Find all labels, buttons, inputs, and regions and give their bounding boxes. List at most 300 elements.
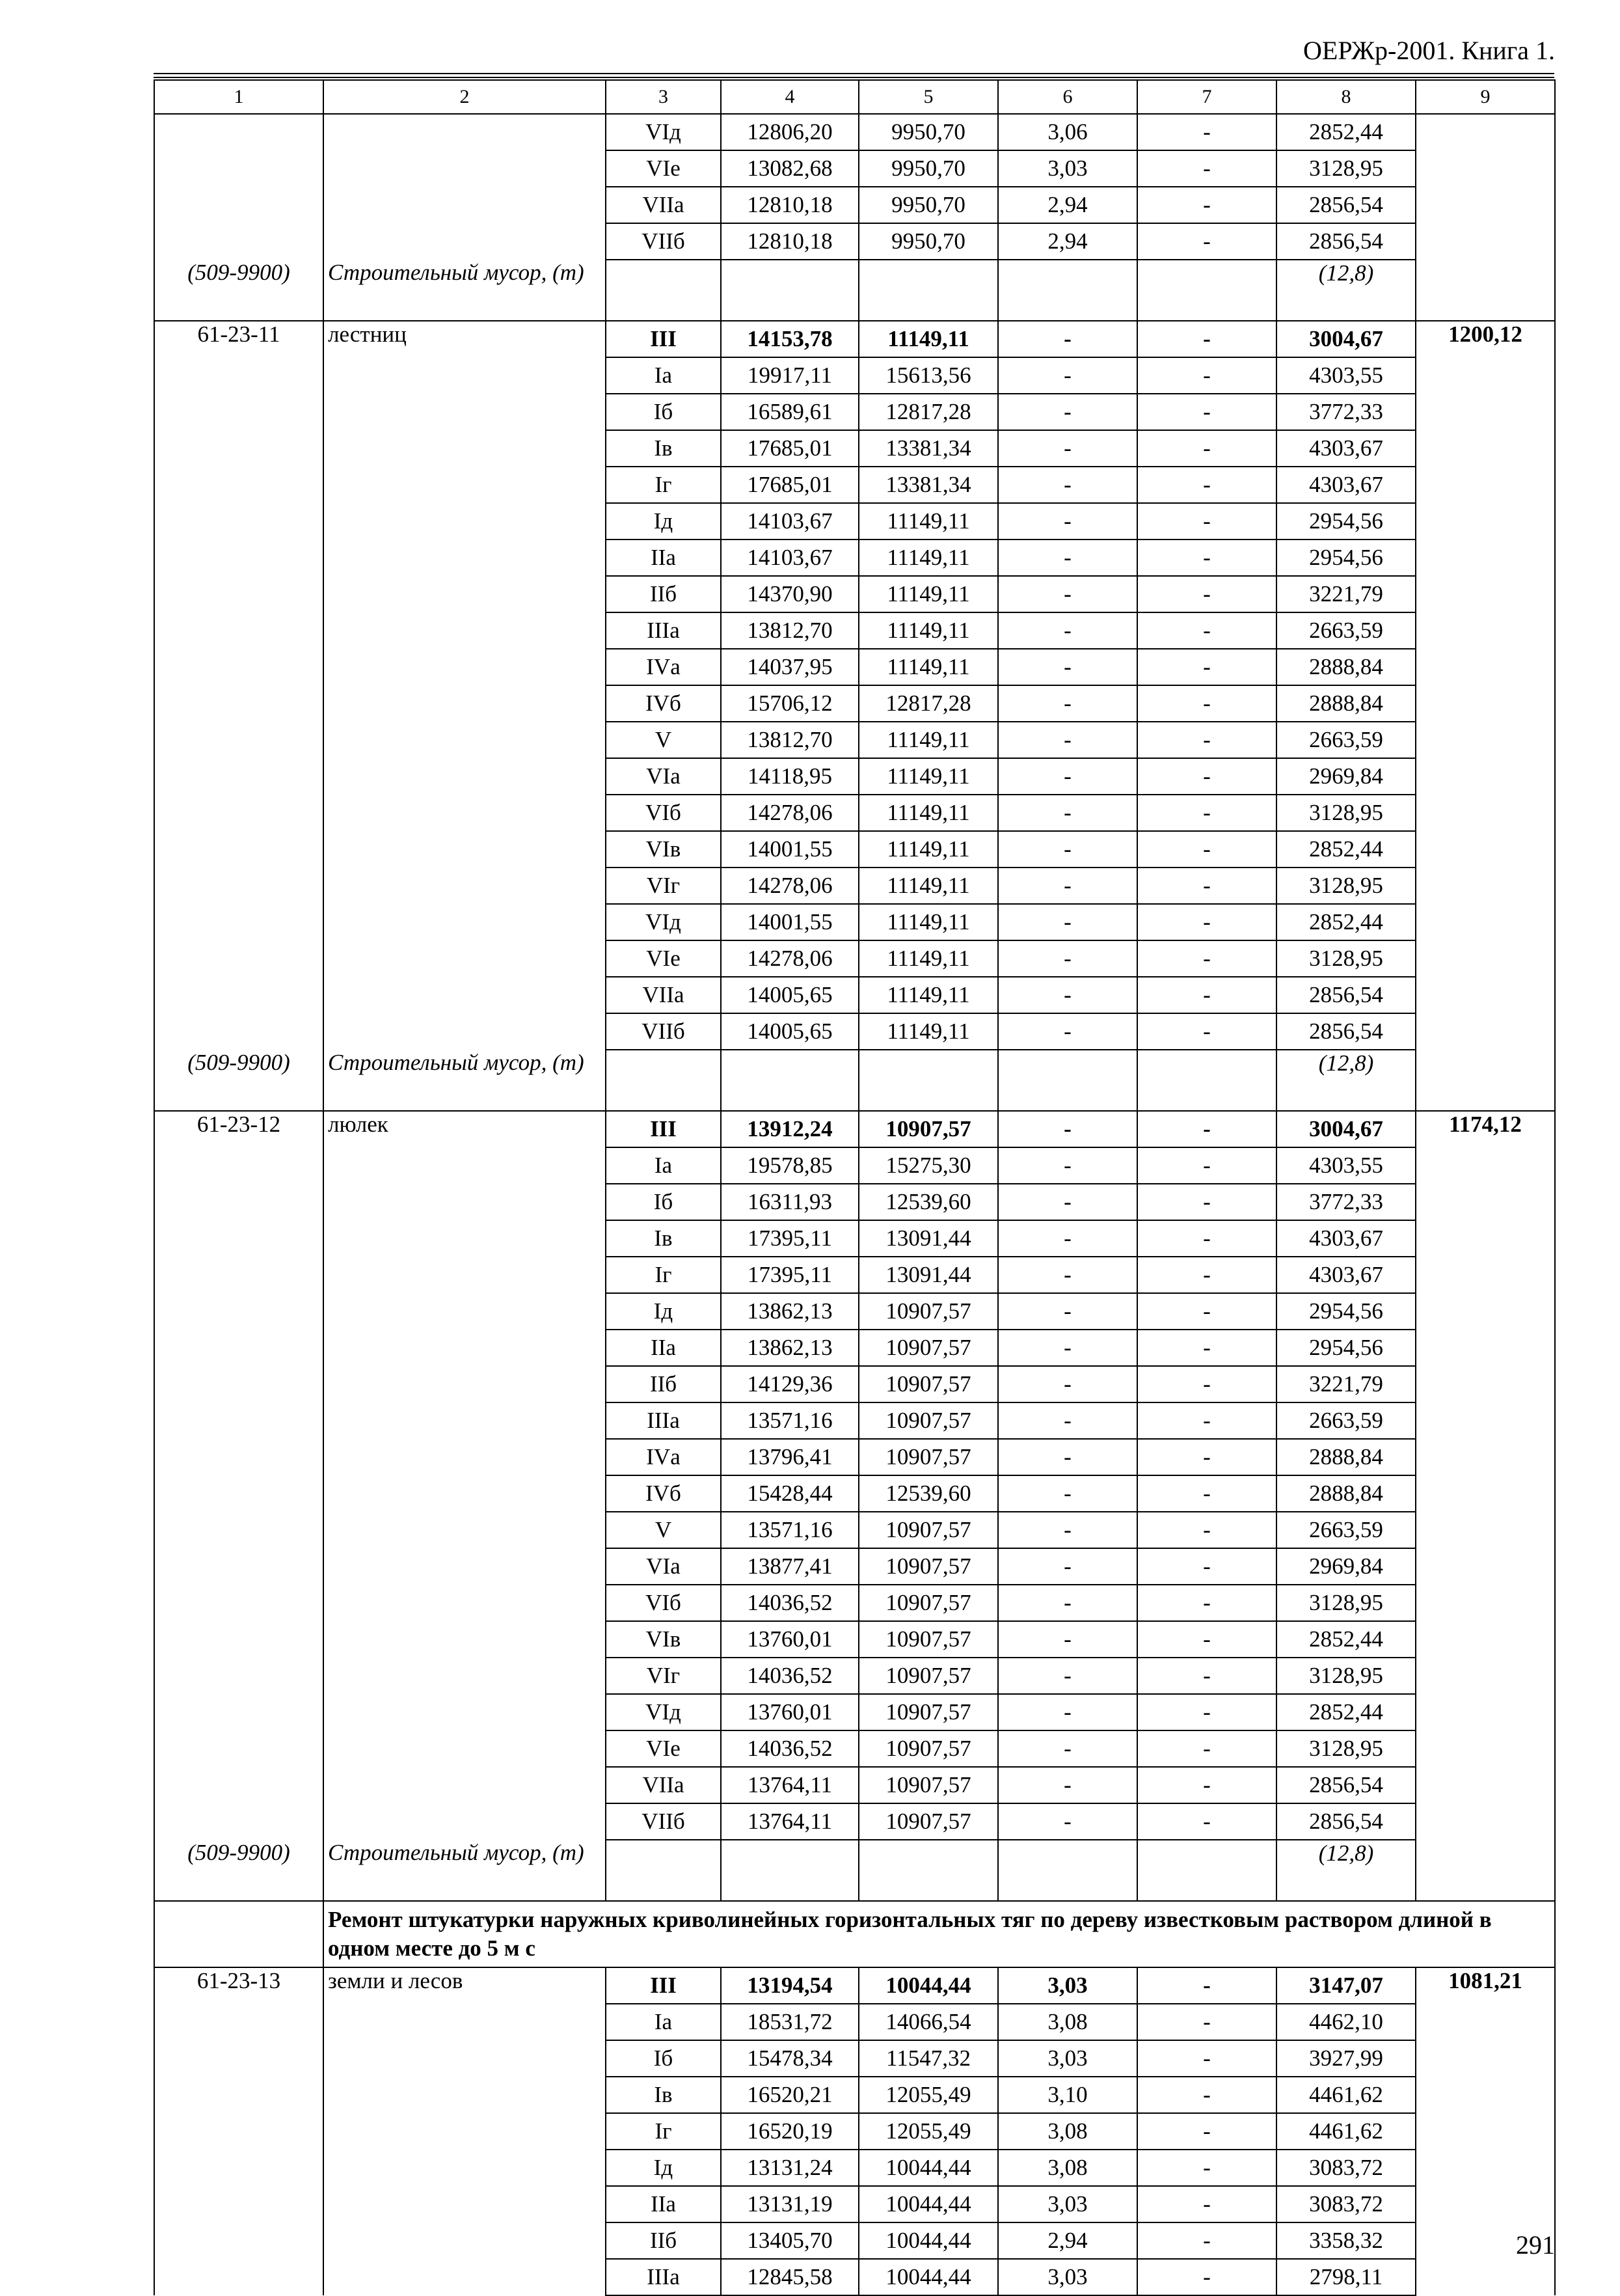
- empty-cell: [1416, 1840, 1555, 1901]
- table-row: [154, 1257, 1555, 1293]
- direct-cost-cell: 13764,11: [721, 1803, 859, 1840]
- material-cost-cell: 3083,72: [1276, 2150, 1416, 2186]
- machine-cost-cell: -: [998, 321, 1137, 357]
- material-cost-cell: 3772,33: [1276, 394, 1416, 430]
- labor-hours-cell: [1416, 1220, 1555, 1257]
- driver-pay-cell: -: [1137, 2113, 1276, 2150]
- work-name-cell: [323, 1220, 606, 1257]
- empty-cell: [1416, 1050, 1555, 1111]
- table-row: [154, 1621, 1555, 1658]
- labor-hours-cell: [1416, 1730, 1555, 1767]
- labor-hours-cell: [1416, 831, 1555, 868]
- column-number: 6: [998, 80, 1137, 114]
- material-cost-cell: 4461,62: [1276, 2077, 1416, 2113]
- header-rule: [154, 73, 1554, 74]
- labor-hours-cell: [1416, 114, 1555, 150]
- machine-cost-cell: -: [998, 357, 1137, 394]
- zone-cell: VIIа: [606, 977, 721, 1013]
- machine-cost-cell: -: [998, 1585, 1137, 1621]
- rates-table-container: [154, 79, 1554, 2296]
- labor-cost-cell: 10907,57: [859, 1111, 998, 1147]
- labor-hours-cell: [1416, 649, 1555, 685]
- zone-cell: VIв: [606, 831, 721, 868]
- zone-cell: Iа: [606, 2004, 721, 2040]
- direct-cost-cell: 13131,24: [721, 2150, 859, 2186]
- empty-cell: [1137, 1840, 1276, 1901]
- work-name-cell: [323, 357, 606, 394]
- driver-pay-cell: -: [1137, 223, 1276, 260]
- labor-cost-cell: 10044,44: [859, 1967, 998, 2004]
- labor-cost-cell: 10907,57: [859, 1730, 998, 1767]
- machine-cost-cell: -: [998, 612, 1137, 649]
- direct-cost-cell: 13912,24: [721, 1111, 859, 1147]
- rate-code-cell: 61-23-11: [154, 321, 323, 357]
- machine-cost-cell: 3,06: [998, 114, 1137, 150]
- rate-code-cell: [154, 2077, 323, 2113]
- driver-pay-cell: -: [1137, 1730, 1276, 1767]
- driver-pay-cell: -: [1137, 1402, 1276, 1439]
- rate-code-cell: [154, 1147, 323, 1184]
- material-cost-cell: 3147,07: [1276, 1967, 1416, 2004]
- table-row: [154, 1967, 1555, 2004]
- labor-cost-cell: 11149,11: [859, 831, 998, 868]
- direct-cost-cell: 16311,93: [721, 1184, 859, 1220]
- zone-cell: Iв: [606, 1220, 721, 1257]
- machine-cost-cell: -: [998, 1730, 1137, 1767]
- table-row: [154, 1147, 1555, 1184]
- empty-cell: [859, 260, 998, 321]
- material-cost-cell: 2663,59: [1276, 1512, 1416, 1548]
- labor-hours-cell: [1416, 1658, 1555, 1694]
- labor-hours-cell: [1416, 1803, 1555, 1840]
- labor-hours-cell: 1200,12: [1416, 321, 1555, 357]
- work-name-cell: [323, 187, 606, 223]
- labor-cost-cell: 10907,57: [859, 1585, 998, 1621]
- material-cost-cell: 2954,56: [1276, 503, 1416, 540]
- direct-cost-cell: 13082,68: [721, 150, 859, 187]
- labor-cost-cell: 12817,28: [859, 394, 998, 430]
- table-row: [154, 1220, 1555, 1257]
- zone-cell: VIд: [606, 904, 721, 940]
- material-cost-cell: 2954,56: [1276, 1293, 1416, 1330]
- machine-cost-cell: -: [998, 1475, 1137, 1512]
- labor-hours-cell: [1416, 1330, 1555, 1366]
- header-rule: [154, 77, 1554, 78]
- direct-cost-cell: 15478,34: [721, 2040, 859, 2077]
- empty-cell: [998, 260, 1137, 321]
- direct-cost-cell: 13862,13: [721, 1293, 859, 1330]
- table-row: [154, 321, 1555, 357]
- work-name-cell: [323, 2040, 606, 2077]
- rate-code-cell: [154, 1220, 323, 1257]
- labor-hours-cell: [1416, 540, 1555, 576]
- direct-cost-cell: 14036,52: [721, 1658, 859, 1694]
- driver-pay-cell: -: [1137, 1585, 1276, 1621]
- machine-cost-cell: -: [998, 722, 1137, 758]
- column-number-row: [154, 80, 1555, 114]
- work-name-cell: [323, 1330, 606, 1366]
- rate-code-cell: [154, 187, 323, 223]
- machine-cost-cell: 3,03: [998, 150, 1137, 187]
- table-row: [154, 576, 1555, 612]
- machine-cost-cell: -: [998, 940, 1137, 977]
- empty-cell: [1137, 1050, 1276, 1111]
- labor-hours-cell: [1416, 1548, 1555, 1585]
- rate-code-cell: [154, 904, 323, 940]
- rate-code-cell: [154, 114, 323, 150]
- work-name-cell: [323, 1257, 606, 1293]
- rate-code-cell: [154, 357, 323, 394]
- machine-cost-cell: -: [998, 1111, 1137, 1147]
- driver-pay-cell: -: [1137, 1694, 1276, 1730]
- zone-cell: IIб: [606, 576, 721, 612]
- driver-pay-cell: -: [1137, 2259, 1276, 2295]
- driver-pay-cell: -: [1137, 1111, 1276, 1147]
- table-row: [154, 1512, 1555, 1548]
- labor-cost-cell: 10907,57: [859, 1439, 998, 1475]
- rates-table: [154, 79, 1556, 2296]
- rate-code-cell: [154, 2222, 323, 2259]
- direct-cost-cell: 14001,55: [721, 831, 859, 868]
- rate-code-cell: [154, 1402, 323, 1439]
- machine-cost-cell: 2,94: [998, 223, 1137, 260]
- zone-cell: IVа: [606, 649, 721, 685]
- zone-cell: VIд: [606, 114, 721, 150]
- material-cost-cell: 3004,67: [1276, 321, 1416, 357]
- direct-cost-cell: 17685,01: [721, 430, 859, 467]
- table-row: [154, 940, 1555, 977]
- zone-cell: IIа: [606, 2186, 721, 2222]
- machine-cost-cell: 3,03: [998, 2040, 1137, 2077]
- table-row: [154, 977, 1555, 1013]
- driver-pay-cell: -: [1137, 1439, 1276, 1475]
- zone-cell: IIIа: [606, 1402, 721, 1439]
- machine-cost-cell: 2,94: [998, 2222, 1137, 2259]
- machine-cost-cell: -: [998, 868, 1137, 904]
- material-cost-cell: 2888,84: [1276, 1475, 1416, 1512]
- direct-cost-cell: 13812,70: [721, 722, 859, 758]
- rate-code-cell: [154, 1730, 323, 1767]
- table-row: [154, 1184, 1555, 1220]
- rate-code-cell: [154, 2004, 323, 2040]
- direct-cost-cell: 19917,11: [721, 357, 859, 394]
- machine-cost-cell: -: [998, 1658, 1137, 1694]
- direct-cost-cell: 12806,20: [721, 114, 859, 150]
- direct-cost-cell: 14129,36: [721, 1366, 859, 1402]
- work-name-cell: [323, 1293, 606, 1330]
- labor-cost-cell: 11547,32: [859, 2040, 998, 2077]
- labor-cost-cell: 12539,60: [859, 1184, 998, 1220]
- waste-code-cell: (509-9900): [154, 260, 323, 321]
- zone-cell: IIб: [606, 1366, 721, 1402]
- material-cost-cell: 4303,67: [1276, 430, 1416, 467]
- driver-pay-cell: -: [1137, 503, 1276, 540]
- labor-hours-cell: [1416, 150, 1555, 187]
- driver-pay-cell: -: [1137, 1475, 1276, 1512]
- machine-cost-cell: -: [998, 1548, 1137, 1585]
- labor-hours-cell: [1416, 2150, 1555, 2186]
- zone-cell: Iв: [606, 430, 721, 467]
- labor-cost-cell: 13381,34: [859, 430, 998, 467]
- work-name-cell: [323, 649, 606, 685]
- section-code-cell: [154, 1901, 323, 1967]
- material-cost-cell: 2798,11: [1276, 2259, 1416, 2295]
- direct-cost-cell: 13571,16: [721, 1402, 859, 1439]
- direct-cost-cell: 14103,67: [721, 540, 859, 576]
- work-name-cell: [323, 2150, 606, 2186]
- rate-code-cell: [154, 1694, 323, 1730]
- table-row: [154, 187, 1555, 223]
- labor-hours-cell: [1416, 357, 1555, 394]
- driver-pay-cell: -: [1137, 2040, 1276, 2077]
- waste-row: [154, 260, 1555, 321]
- machine-cost-cell: -: [998, 1439, 1137, 1475]
- rate-code-cell: [154, 612, 323, 649]
- machine-cost-cell: -: [998, 1293, 1137, 1330]
- labor-hours-cell: [1416, 1694, 1555, 1730]
- table-row: [154, 1013, 1555, 1050]
- rate-code-cell: [154, 685, 323, 722]
- material-cost-cell: 3221,79: [1276, 576, 1416, 612]
- page-number: 291: [1516, 2230, 1555, 2260]
- direct-cost-cell: 13194,54: [721, 1967, 859, 2004]
- material-cost-cell: 2852,44: [1276, 904, 1416, 940]
- waste-value-cell: (12,8): [1276, 1840, 1416, 1901]
- work-name-cell: [323, 2222, 606, 2259]
- driver-pay-cell: -: [1137, 1257, 1276, 1293]
- empty-cell: [859, 1050, 998, 1111]
- direct-cost-cell: 14153,78: [721, 321, 859, 357]
- machine-cost-cell: -: [998, 1767, 1137, 1803]
- driver-pay-cell: -: [1137, 1767, 1276, 1803]
- driver-pay-cell: -: [1137, 1512, 1276, 1548]
- table-row: [154, 540, 1555, 576]
- labor-hours-cell: [1416, 1013, 1555, 1050]
- labor-hours-cell: [1416, 1147, 1555, 1184]
- machine-cost-cell: 3,03: [998, 2186, 1137, 2222]
- waste-name-cell: Строительный мусор, (т): [323, 1840, 606, 1901]
- waste-name-cell: Строительный мусор, (т): [323, 260, 606, 321]
- table-row: [154, 467, 1555, 503]
- labor-cost-cell: 11149,11: [859, 940, 998, 977]
- rate-code-cell: [154, 1512, 323, 1548]
- driver-pay-cell: -: [1137, 394, 1276, 430]
- labor-cost-cell: 11149,11: [859, 722, 998, 758]
- machine-cost-cell: 3,08: [998, 2150, 1137, 2186]
- waste-row: [154, 1050, 1555, 1111]
- direct-cost-cell: 13760,01: [721, 1694, 859, 1730]
- zone-cell: IIа: [606, 1330, 721, 1366]
- empty-cell: [721, 1050, 859, 1111]
- section-heading-row: [154, 1901, 1555, 1967]
- work-name-cell: [323, 150, 606, 187]
- driver-pay-cell: -: [1137, 904, 1276, 940]
- material-cost-cell: 4303,55: [1276, 357, 1416, 394]
- empty-cell: [606, 260, 721, 321]
- table-row: [154, 357, 1555, 394]
- driver-pay-cell: -: [1137, 1967, 1276, 2004]
- machine-cost-cell: -: [998, 1694, 1137, 1730]
- work-name-cell: [323, 831, 606, 868]
- direct-cost-cell: 15428,44: [721, 1475, 859, 1512]
- table-row: [154, 758, 1555, 795]
- work-name-cell: [323, 685, 606, 722]
- work-name-cell: земли и лесов: [323, 1967, 606, 2004]
- rate-code-cell: [154, 2113, 323, 2150]
- material-cost-cell: 3358,32: [1276, 2222, 1416, 2259]
- table-row: [154, 868, 1555, 904]
- labor-hours-cell: [1416, 1366, 1555, 1402]
- table-row: [154, 2150, 1555, 2186]
- table-row: [154, 2186, 1555, 2222]
- empty-cell: [1137, 260, 1276, 321]
- material-cost-cell: 2663,59: [1276, 1402, 1416, 1439]
- machine-cost-cell: -: [998, 977, 1137, 1013]
- driver-pay-cell: -: [1137, 1147, 1276, 1184]
- machine-cost-cell: -: [998, 831, 1137, 868]
- zone-cell: V: [606, 722, 721, 758]
- section-heading: Ремонт штукатурки наружных криволинейных горизонтальных тяг по дереву известковым раствором длиной в одном месте до 5 м с: [323, 1901, 1555, 1967]
- machine-cost-cell: -: [998, 540, 1137, 576]
- labor-cost-cell: 13091,44: [859, 1220, 998, 1257]
- zone-cell: VIе: [606, 1730, 721, 1767]
- material-cost-cell: 3004,67: [1276, 1111, 1416, 1147]
- driver-pay-cell: -: [1137, 1621, 1276, 1658]
- driver-pay-cell: -: [1137, 685, 1276, 722]
- material-cost-cell: 4303,67: [1276, 1220, 1416, 1257]
- work-name-cell: [323, 223, 606, 260]
- machine-cost-cell: -: [998, 1147, 1137, 1184]
- machine-cost-cell: -: [998, 1184, 1137, 1220]
- labor-hours-cell: [1416, 430, 1555, 467]
- labor-cost-cell: 9950,70: [859, 114, 998, 150]
- labor-hours-cell: [1416, 1585, 1555, 1621]
- direct-cost-cell: 16520,21: [721, 2077, 859, 2113]
- page-header-title: ОЕРЖр-2001. Книга 1.: [1303, 36, 1555, 65]
- driver-pay-cell: -: [1137, 2004, 1276, 2040]
- zone-cell: VIа: [606, 758, 721, 795]
- work-name-cell: [323, 758, 606, 795]
- rate-code-cell: [154, 394, 323, 430]
- work-name-cell: [323, 795, 606, 831]
- table-row: [154, 1548, 1555, 1585]
- table-row: [154, 1330, 1555, 1366]
- labor-cost-cell: 9950,70: [859, 187, 998, 223]
- machine-cost-cell: 3,08: [998, 2004, 1137, 2040]
- zone-cell: VIд: [606, 1694, 721, 1730]
- driver-pay-cell: -: [1137, 758, 1276, 795]
- labor-hours-cell: [1416, 1257, 1555, 1293]
- direct-cost-cell: 14005,65: [721, 1013, 859, 1050]
- labor-hours-cell: 1081,21: [1416, 1967, 1555, 2004]
- labor-hours-cell: [1416, 1767, 1555, 1803]
- labor-hours-cell: [1416, 1475, 1555, 1512]
- work-name-cell: [323, 1658, 606, 1694]
- work-name-cell: [323, 1621, 606, 1658]
- work-name-cell: [323, 940, 606, 977]
- labor-cost-cell: 11149,11: [859, 904, 998, 940]
- zone-cell: Iб: [606, 1184, 721, 1220]
- work-name-cell: [323, 2004, 606, 2040]
- driver-pay-cell: -: [1137, 1184, 1276, 1220]
- driver-pay-cell: -: [1137, 150, 1276, 187]
- material-cost-cell: 2856,54: [1276, 1803, 1416, 1840]
- work-name-cell: [323, 2186, 606, 2222]
- labor-hours-cell: [1416, 2004, 1555, 2040]
- labor-cost-cell: 10907,57: [859, 1330, 998, 1366]
- zone-cell: VIIб: [606, 1803, 721, 1840]
- waste-name-cell: Строительный мусор, (т): [323, 1050, 606, 1111]
- labor-hours-cell: [1416, 1621, 1555, 1658]
- empty-cell: [998, 1050, 1137, 1111]
- table-row: [154, 2004, 1555, 2040]
- work-name-cell: [323, 1730, 606, 1767]
- work-name-cell: [323, 576, 606, 612]
- table-row: [154, 2077, 1555, 2113]
- labor-cost-cell: 12055,49: [859, 2077, 998, 2113]
- rate-code-cell: [154, 1475, 323, 1512]
- table-row: [154, 904, 1555, 940]
- driver-pay-cell: -: [1137, 1366, 1276, 1402]
- driver-pay-cell: -: [1137, 430, 1276, 467]
- machine-cost-cell: -: [998, 649, 1137, 685]
- labor-cost-cell: 10907,57: [859, 1694, 998, 1730]
- waste-row: [154, 1840, 1555, 1901]
- labor-cost-cell: 10907,57: [859, 1767, 998, 1803]
- labor-hours-cell: [1416, 187, 1555, 223]
- work-name-cell: [323, 430, 606, 467]
- direct-cost-cell: 13862,13: [721, 1330, 859, 1366]
- direct-cost-cell: 14037,95: [721, 649, 859, 685]
- table-row: [154, 649, 1555, 685]
- direct-cost-cell: 13877,41: [721, 1548, 859, 1585]
- table-row: [154, 1658, 1555, 1694]
- direct-cost-cell: 14278,06: [721, 940, 859, 977]
- work-name-cell: [323, 1803, 606, 1840]
- rate-code-cell: [154, 977, 323, 1013]
- rate-code-cell: [154, 722, 323, 758]
- labor-hours-cell: [1416, 2113, 1555, 2150]
- direct-cost-cell: 13571,16: [721, 1512, 859, 1548]
- labor-hours-cell: 1174,12: [1416, 1111, 1555, 1147]
- table-row: [154, 722, 1555, 758]
- labor-cost-cell: 11149,11: [859, 649, 998, 685]
- labor-hours-cell: [1416, 1293, 1555, 1330]
- rate-code-cell: [154, 1330, 323, 1366]
- labor-hours-cell: [1416, 503, 1555, 540]
- direct-cost-cell: 19578,85: [721, 1147, 859, 1184]
- rate-code-cell: 61-23-13: [154, 1967, 323, 2004]
- rate-code-cell: [154, 467, 323, 503]
- material-cost-cell: 3128,95: [1276, 940, 1416, 977]
- direct-cost-cell: 14103,67: [721, 503, 859, 540]
- driver-pay-cell: -: [1137, 1013, 1276, 1050]
- zone-cell: IIIа: [606, 2259, 721, 2295]
- work-name-cell: [323, 904, 606, 940]
- labor-hours-cell: [1416, 612, 1555, 649]
- labor-hours-cell: [1416, 795, 1555, 831]
- driver-pay-cell: -: [1137, 321, 1276, 357]
- table-row: [154, 114, 1555, 150]
- material-cost-cell: 2954,56: [1276, 540, 1416, 576]
- zone-cell: VIIа: [606, 187, 721, 223]
- direct-cost-cell: 13405,70: [721, 2222, 859, 2259]
- work-name-cell: [323, 868, 606, 904]
- direct-cost-cell: 13796,41: [721, 1439, 859, 1475]
- zone-cell: VIб: [606, 795, 721, 831]
- zone-cell: Iг: [606, 467, 721, 503]
- rate-code-cell: [154, 1767, 323, 1803]
